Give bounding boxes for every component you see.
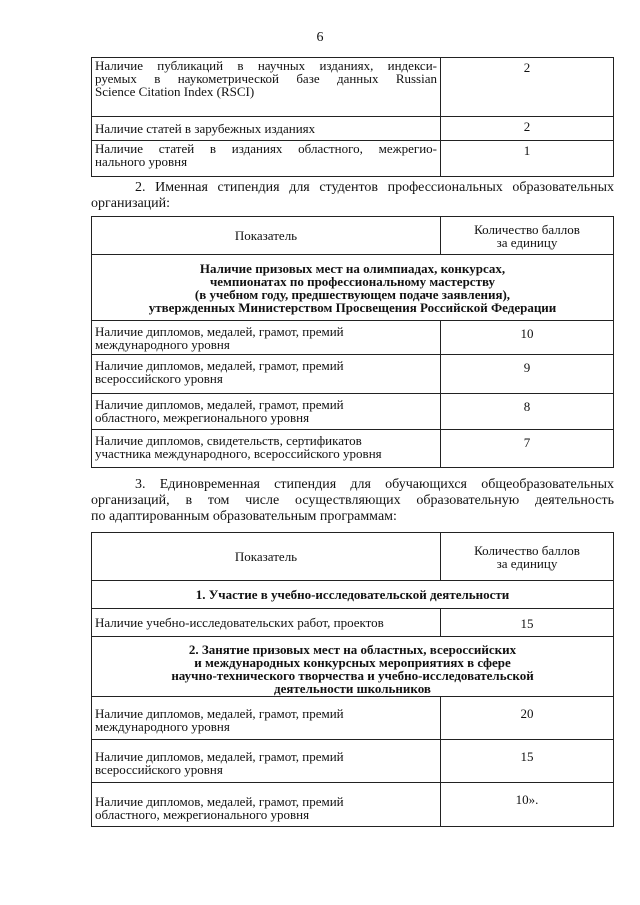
- table-row: [92, 355, 614, 394]
- section-row: [92, 581, 614, 609]
- table-row: [92, 697, 614, 740]
- points-cell: 20: [441, 697, 614, 740]
- section-row: [92, 255, 614, 321]
- table-row: [92, 394, 614, 430]
- table-row: [92, 609, 614, 637]
- indicator-cell: Наличие дипломов, медалей, грамот, премий всероссийского уровня: [92, 740, 441, 783]
- indicator-cell: Наличие дипломов, свидетельств, сертификатов участника международного, всероссийского уровня: [92, 430, 441, 468]
- indicator-cell: Наличие публикаций в научных изданиях, индекси- руемых в наукометрической базе данных Russian Science Citation Index (RSCI): [92, 58, 441, 117]
- indicator-cell: Наличие дипломов, медалей, грамот, премий международного уровня: [92, 697, 441, 740]
- indicator-cell: Наличие дипломов, медалей, грамот, премий областного, межрегионального уровня: [92, 394, 441, 430]
- points-cell: 1: [441, 141, 614, 177]
- table-row: [92, 783, 614, 827]
- table-row: [92, 58, 614, 117]
- one-time-scholarship-table: [91, 532, 614, 827]
- header-indicator: Показатель: [92, 217, 441, 255]
- section-title: 2. Занятие призовых мест на областных, всероссийских и международных конкурсных мероприятиях в сфере научно-технического творчества и учебно-исследовательской деятельности школьников: [92, 637, 614, 697]
- paragraph-one-time-scholarship: 3. Единовременная стипендия для обучающихся общеобразовательных организаций, в том числе осуществляющих образовательную деятельность по адаптированным образовательным программам:: [91, 477, 614, 524]
- indicator-cell: Наличие дипломов, медалей, грамот, премий международного уровня: [92, 321, 441, 355]
- points-cell: 8: [441, 394, 614, 430]
- indicator-cell: Наличие учебно-исследовательских работ, проектов: [92, 609, 441, 637]
- named-scholarship-table: [91, 216, 614, 468]
- indicator-cell: Наличие дипломов, медалей, грамот, премий областного, межрегионального уровня: [92, 783, 441, 827]
- publications-table: [91, 57, 614, 177]
- header-indicator: Показатель: [92, 533, 441, 581]
- section-title: 1. Участие в учебно-исследовательской деятельности: [92, 581, 614, 609]
- section-title: Наличие призовых мест на олимпиадах, конкурсах, чемпионатах по профессиональному мастерству (в учебном году, предшествующем подаче заявления), утвержденных Министерством Просвещения Российской Федерации: [92, 255, 614, 321]
- points-cell: 9: [441, 355, 614, 394]
- table-header-row: [92, 533, 614, 581]
- paragraph-named-scholarship: 2. Именная стипендия для студентов профессиональных образовательных организаций:: [91, 180, 614, 211]
- table-row: [92, 321, 614, 355]
- points-cell: 2: [441, 58, 614, 117]
- header-points: Количество баллов за единицу: [441, 217, 614, 255]
- table-row: [92, 430, 614, 468]
- points-cell: 15: [441, 740, 614, 783]
- indicator-cell: Наличие дипломов, медалей, грамот, премий всероссийского уровня: [92, 355, 441, 394]
- points-cell: 15: [441, 609, 614, 637]
- points-cell: 2: [441, 117, 614, 141]
- table-row: [92, 117, 614, 141]
- indicator-cell: Наличие статей в зарубежных изданиях: [92, 117, 441, 141]
- table-header-row: [92, 217, 614, 255]
- section-row: [92, 637, 614, 697]
- header-points: Количество баллов за единицу: [441, 533, 614, 581]
- points-cell: 10».: [441, 783, 614, 827]
- table-row: [92, 141, 614, 177]
- table-row: [92, 740, 614, 783]
- page-number: 6: [316, 30, 324, 45]
- points-cell: 7: [441, 430, 614, 468]
- indicator-cell: Наличие статей в изданиях областного, межрегио- нального уровня: [92, 141, 441, 177]
- points-cell: 10: [441, 321, 614, 355]
